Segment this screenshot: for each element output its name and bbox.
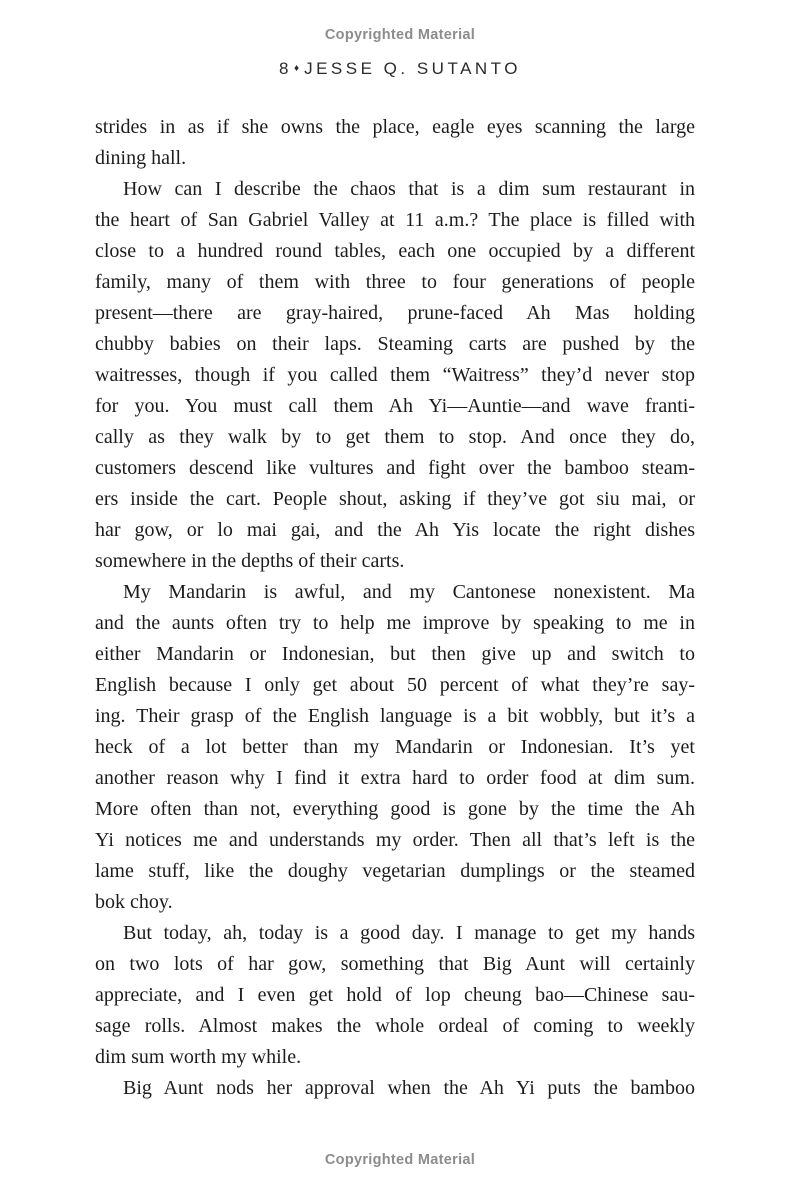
paragraph (95, 577, 695, 918)
body-line: for you. You must call them Ah Yi—Auntie—and wave franti- (95, 395, 695, 417)
body-line: But today, ah, today is a good day. I manage to get my hands (123, 922, 695, 944)
body-line: the heart of San Gabriel Valley at 11 a.m.? The place is filled with (95, 209, 695, 231)
author-name: JESSE Q. SUTANTO (304, 59, 521, 78)
body-line: dim sum worth my while. (95, 1046, 302, 1068)
copyright-notice-top: Copyrighted Material (324, 27, 476, 43)
body-line: sage rolls. Almost makes the whole ordeal of coming to weekly (95, 1015, 695, 1037)
body-line: waitresses, though if you called them “Waitress” they’d never stop (95, 364, 695, 386)
body-line: present—there are gray-haired, prune-faced Ah Mas holding (95, 302, 695, 324)
body-line: somewhere in the depths of their carts. (95, 550, 405, 572)
body-line: ing. Their grasp of the English language is a bit wobbly, but it’s a (95, 705, 695, 727)
diamond-separator-icon: ♦ (293, 63, 300, 74)
body-line: My Mandarin is awful, and my Cantonese nonexistent. Ma (123, 581, 695, 603)
body-line: Big Aunt nods her approval when the Ah Yi puts the bamboo (123, 1077, 695, 1099)
body-line: and the aunts often try to help me improve by speaking to me in (95, 612, 695, 634)
body-line: bok choy. (95, 891, 173, 913)
body-line: chubby babies on their laps. Steaming carts are pushed by the (95, 333, 695, 355)
paragraph (95, 918, 695, 1073)
running-header (0, 59, 800, 79)
body-line: ers inside the cart. People shout, asking if they’ve got siu mai, or (95, 488, 695, 510)
body-line: heck of a lot better than my Mandarin or Indonesian. It’s yet (95, 736, 695, 758)
body-line: More often than not, everything good is gone by the time the Ah (95, 798, 695, 820)
body-line: English because I only get about 50 percent of what they’re say- (95, 674, 695, 696)
page-number: 8 (279, 59, 292, 78)
body-line: lame stuff, like the doughy vegetarian dumplings or the steamed (95, 860, 695, 882)
body-line: appreciate, and I even get hold of lop cheung bao—Chinese sau- (95, 984, 695, 1006)
body-line: har gow, or lo mai gai, and the Ah Yis locate the right dishes (95, 519, 695, 541)
body-line: another reason why I find it extra hard to order food at dim sum. (95, 767, 695, 789)
body-line: Yi notices me and understands my order. Then all that’s left is the (95, 829, 695, 851)
body-line: family, many of them with three to four generations of people (95, 271, 695, 293)
body-line: on two lots of har gow, something that Big Aunt will certainly (95, 953, 695, 975)
body-line: close to a hundred round tables, each one occupied by a different (95, 240, 695, 262)
page-body (95, 112, 695, 1104)
body-line: customers descend like vultures and fight over the bamboo steam- (95, 457, 695, 479)
paragraph (95, 112, 695, 174)
body-line: cally as they walk by to get them to stop. And once they do, (95, 426, 695, 448)
body-line: How can I describe the chaos that is a dim sum restaurant in (123, 178, 695, 200)
paragraph (95, 174, 695, 577)
body-line: strides in as if she owns the place, eagle eyes scanning the large (95, 116, 695, 138)
copyright-notice-bottom: Copyrighted Material (324, 1152, 476, 1168)
body-line: dining hall. (95, 147, 187, 169)
body-line: either Mandarin or Indonesian, but then give up and switch to (95, 643, 695, 665)
paragraph (95, 1073, 695, 1104)
